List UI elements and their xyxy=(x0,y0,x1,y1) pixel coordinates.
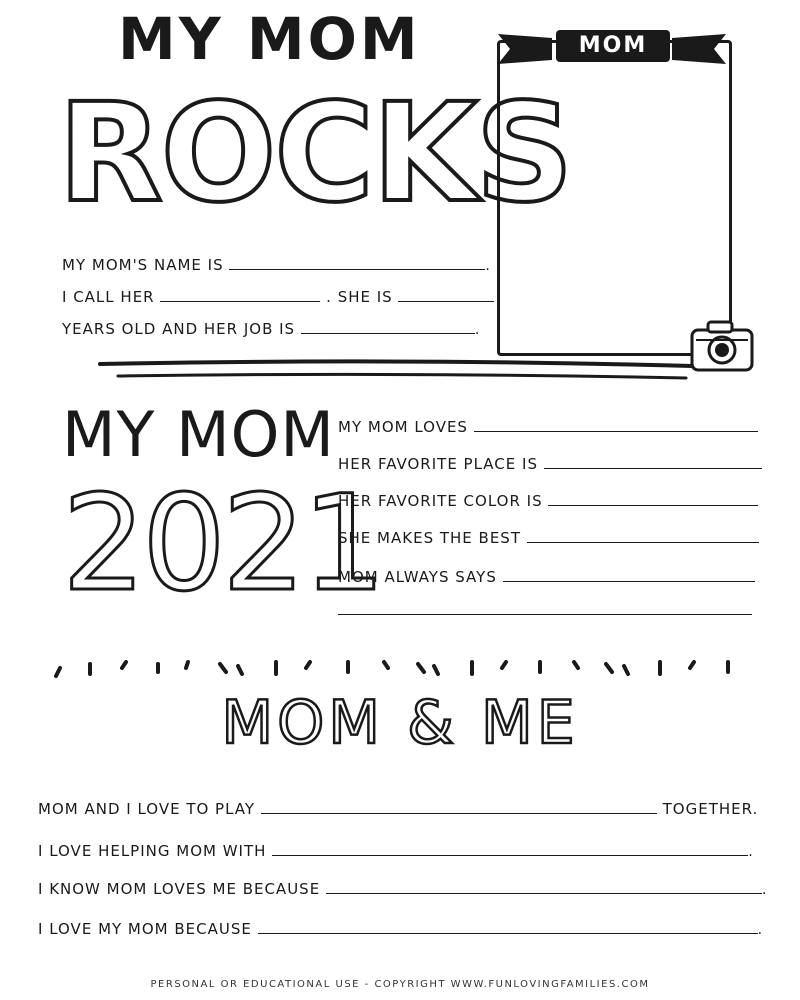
love-my-mom-label: I LOVE MY MOM BECAUSE xyxy=(38,920,252,938)
she-is-label: . SHE IS xyxy=(326,288,393,306)
call-her-field[interactable] xyxy=(62,287,494,305)
mom-loves-blank[interactable] xyxy=(474,417,758,432)
favorite-color-field[interactable] xyxy=(338,491,758,509)
love-my-mom-field[interactable]: I LOVE MY MOM BECAUSE . xyxy=(38,920,764,938)
job-blank[interactable] xyxy=(301,319,475,334)
call-her-label: I CALL HER xyxy=(62,288,155,306)
love-to-play-field[interactable] xyxy=(38,799,758,817)
favorite-color-blank[interactable] xyxy=(548,491,758,506)
love-to-play-blank[interactable] xyxy=(261,799,657,814)
my-mom-heading: MY MOM xyxy=(62,398,335,471)
photo-banner: MOM xyxy=(556,30,670,62)
job-field[interactable]: YEARS OLD AND HER JOB IS . xyxy=(62,320,481,338)
year-heading: 2021 xyxy=(62,467,382,621)
title-my-mom: MY MOM xyxy=(118,5,421,73)
call-her-blank[interactable] xyxy=(160,287,320,302)
loves-me-because-label: I KNOW MOM LOVES ME BECAUSE xyxy=(38,880,321,898)
mom-and-me-heading: MOM & ME xyxy=(221,688,579,758)
mom-name-blank[interactable] xyxy=(229,255,485,270)
love-my-mom-blank[interactable] xyxy=(258,919,758,934)
loves-me-because-field[interactable]: I KNOW MOM LOVES ME BECAUSE . xyxy=(38,880,768,898)
loves-me-because-blank[interactable] xyxy=(326,879,762,894)
makes-best-label: SHE MAKES THE BEST xyxy=(338,529,521,547)
copyright-footer: PERSONAL OR EDUCATIONAL USE - COPYRIGHT WWW.FUNLOVINGFAMILIES.COM xyxy=(150,979,650,990)
mom-loves-field[interactable] xyxy=(338,417,758,435)
always-says-field[interactable] xyxy=(338,567,755,585)
always-says-extra-line[interactable] xyxy=(338,614,752,615)
favorite-place-field[interactable] xyxy=(338,454,762,472)
job-label: YEARS OLD AND HER JOB IS xyxy=(62,320,296,338)
age-blank[interactable] xyxy=(398,287,494,302)
dash-divider xyxy=(40,652,760,686)
mom-name-label: MY MOM'S NAME IS xyxy=(62,256,224,274)
title-rocks: ROCKS xyxy=(58,75,572,233)
helping-mom-label: I LOVE HELPING MOM WITH xyxy=(38,842,267,860)
love-to-play-label: MOM AND I LOVE TO PLAY xyxy=(38,800,256,818)
mom-name-field[interactable]: MY MOM'S NAME IS . xyxy=(62,256,491,274)
always-says-label: MOM ALWAYS SAYS xyxy=(338,568,497,586)
photo-frame[interactable] xyxy=(497,40,732,356)
helping-mom-field[interactable]: I LOVE HELPING MOM WITH . xyxy=(38,842,754,860)
favorite-place-label: HER FAVORITE PLACE IS xyxy=(338,455,538,473)
camera-icon xyxy=(688,318,756,374)
favorite-color-label: HER FAVORITE COLOR IS xyxy=(338,492,543,510)
divider-strokes xyxy=(96,356,696,386)
love-to-play-suffix: TOGETHER. xyxy=(662,800,759,818)
mom-loves-label: MY MOM LOVES xyxy=(338,418,468,436)
makes-best-field[interactable] xyxy=(338,528,759,546)
helping-mom-blank[interactable] xyxy=(272,841,748,856)
favorite-place-blank[interactable] xyxy=(544,454,762,469)
always-says-blank[interactable] xyxy=(503,567,755,582)
makes-best-blank[interactable] xyxy=(527,528,759,543)
